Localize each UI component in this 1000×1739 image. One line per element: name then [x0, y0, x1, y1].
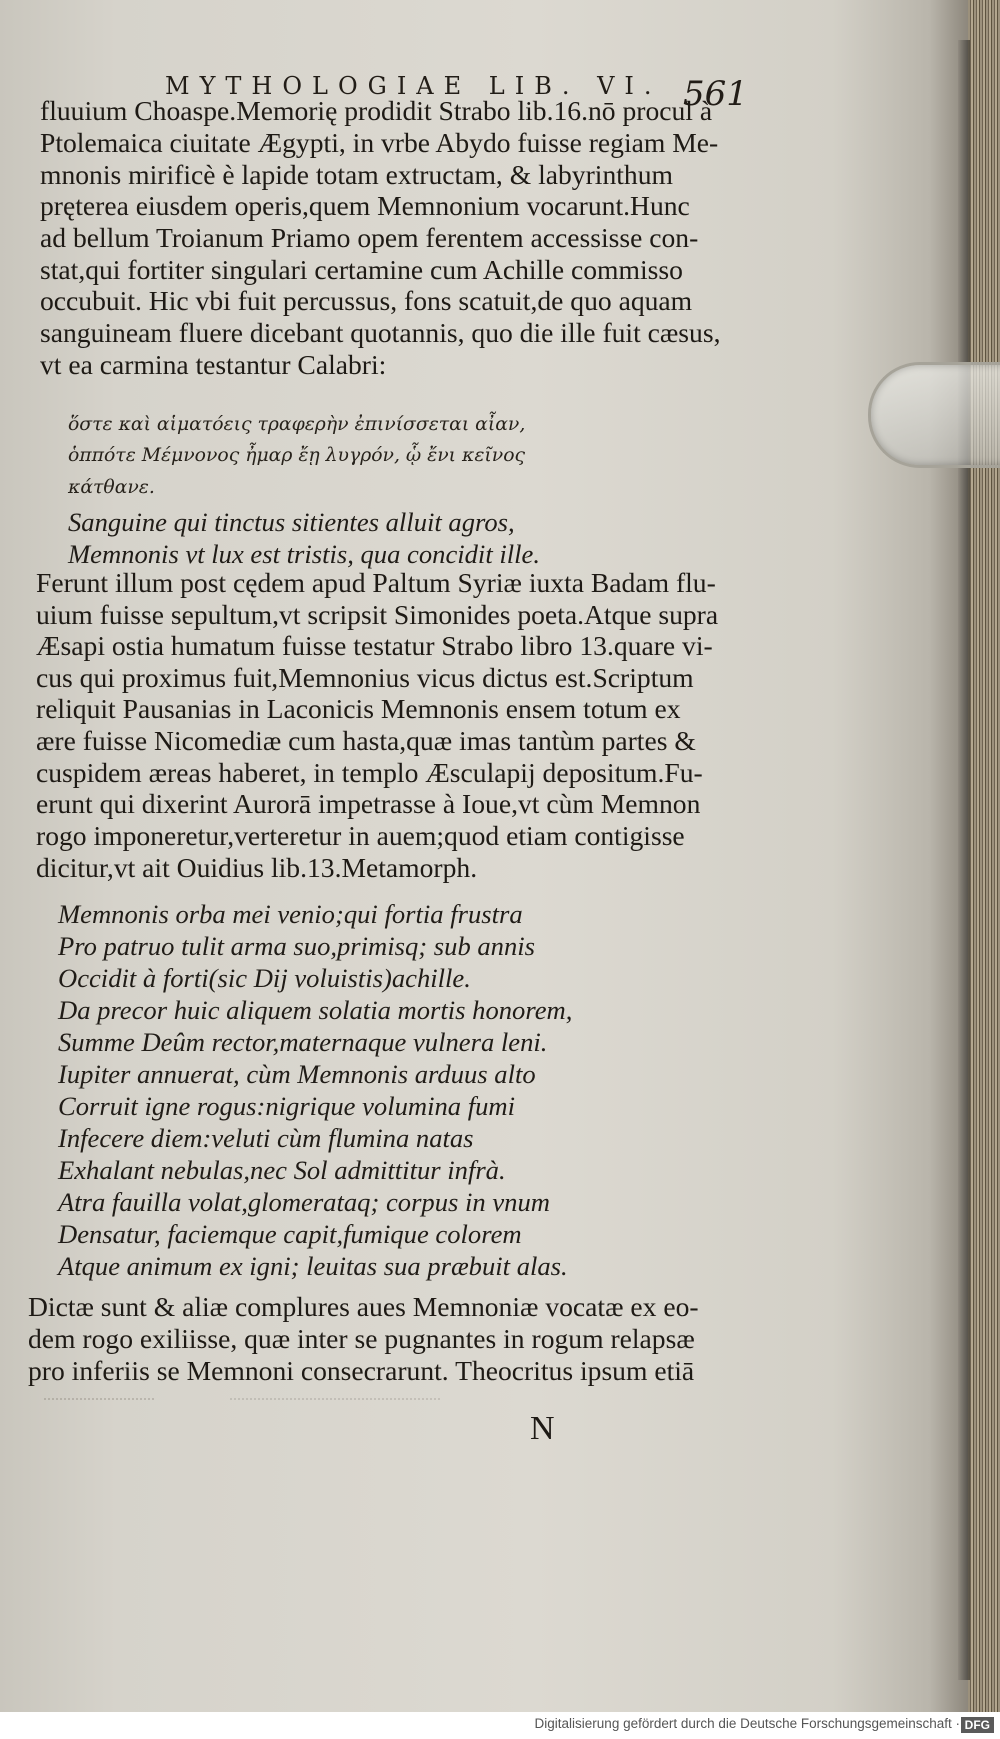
text-line: dem rogo exiliisse, quæ inter se pugnantes in rogum relapsæ	[28, 1323, 695, 1354]
text-line: occubuit. Hic vbi fuit percussus, fons scatuit,de quo aquam	[40, 285, 693, 316]
verse-line: Atque animum ex igni; leuitas sua præbuit alas.	[58, 1251, 568, 1281]
text-line: ad bellum Troianum Priamo opem ferentem accessisse con-	[40, 222, 699, 253]
text-line: ære fuisse Nicomediæ cum hasta,quæ imas tantùm partes &	[36, 725, 696, 756]
bleed-through	[230, 1398, 440, 1410]
verse-line: Densatur, faciemque capit,fumique colorem	[58, 1219, 522, 1249]
text-line: pręterea eiusdem operis,quem Memnonium vocarunt.Hunc	[40, 190, 690, 221]
verse-line: Occidit à forti(sic Dij voluistis)achille.	[58, 963, 471, 993]
greek-line: ὁππότε Μέμνονος ἦμαρ ἔῃ λυγρόν, ᾧ ἔνι κεῖνος	[68, 445, 526, 466]
greek-line: ὅστε καὶ αἱματόεις τραφερὴν ἐπινίσσεται αἶαν,	[68, 414, 526, 435]
text-line: uium fuisse sepultum,vt scripsit Simonides poeta.Atque supra	[36, 599, 719, 630]
text-line: dicitur,vt ait Ouidius lib.13.Metamorph.	[36, 852, 478, 883]
verse-line: Pro patruo tulit arma suo,primisq; sub annis	[58, 931, 536, 961]
text-line: Ptolemaica ciuitate Ægypti, in vrbe Abydo fuisse regiam Me-	[40, 127, 719, 158]
dfg-logo: DFG	[961, 1717, 994, 1733]
text-line: stat,qui fortiter singulari certamine cum Achille commisso	[40, 254, 683, 285]
verse-line: Sanguine qui tinctus sitientes alluit agros,	[68, 507, 515, 537]
text-line: Ferunt illum post cędem apud Paltum Syriæ iuxta Badam flu-	[36, 567, 716, 598]
verse-line: Summe Deûm rector,maternaque vulnera leni.	[58, 1027, 548, 1057]
text-line: fluuium Choaspe.Memorię prodidit Strabo lib.16.nō procul à	[40, 95, 713, 126]
verse-line: Memnonis orba mei venio;qui fortia frustra	[58, 899, 523, 929]
text-line: rogo imponeretur,verteretur in auem;quod etiam contigisse	[36, 820, 685, 851]
verse-line: Memnonis vt lux est tristis, qua concidit ille.	[68, 539, 540, 569]
page-edges	[968, 0, 1000, 1712]
book-clamp	[868, 362, 1000, 468]
verse-line: Iupiter annuerat, cùm Memnonis arduus alto	[58, 1059, 536, 1089]
funding-credit: Digitalisierung gefördert durch die Deutsche Forschungsgemeinschaft ·	[534, 1716, 960, 1731]
text-line: mnonis mirificè è lapide totam extructam, & labyrinthum	[40, 159, 673, 190]
text-line: erunt qui dixerint Aurorā impetrasse à Ioue,vt cùm Memnon	[36, 788, 701, 819]
text-line: sanguineam fluere dicebant quotannis, quo die ille fuit cæsus,	[40, 317, 721, 348]
bleed-through	[44, 1398, 154, 1410]
text-line: cus qui proximus fuit,Memnonius vicus dictus est.Scriptum	[36, 662, 694, 693]
text-line: Æsapi ostia humatum fuisse testatur Strabo libro 13.quare vi-	[36, 630, 713, 661]
signature-mark: N	[530, 1410, 555, 1447]
text-line: pro inferiis se Memnoni consecrarunt. Theocritus ipsum etiā	[28, 1355, 695, 1386]
text-line: vt ea carmina testantur Calabri:	[40, 349, 387, 380]
verse-line: Infecere diem:veluti cùm flumina natas	[58, 1123, 474, 1153]
page-number: 561	[683, 74, 748, 114]
fore-edge-shadow	[958, 40, 970, 1680]
greek-line: κάτθανε.	[68, 477, 155, 498]
text-line: cuspidem æreas haberet, in templo Æsculapij depositum.Fu-	[36, 757, 703, 788]
text-line: reliquit Pausanias in Laconicis Memnonis ensem totum ex	[36, 693, 681, 724]
verse-line: Corruit igne rogus:nigrique volumina fumi	[58, 1091, 516, 1121]
verse-line: Exhalant nebulas,nec Sol admittitur infrà.	[58, 1155, 506, 1185]
verse-line: Da precor huic aliquem solatia mortis honorem,	[58, 995, 573, 1025]
running-head: MYTHOLOGIAE LIB. VI.	[165, 72, 662, 100]
verse-line: Atra fauilla volat,glomerataq; corpus in vnum	[58, 1187, 550, 1217]
text-line: Dictæ sunt & aliæ complures aues Memnoniæ vocatæ ex eo-	[28, 1291, 699, 1322]
